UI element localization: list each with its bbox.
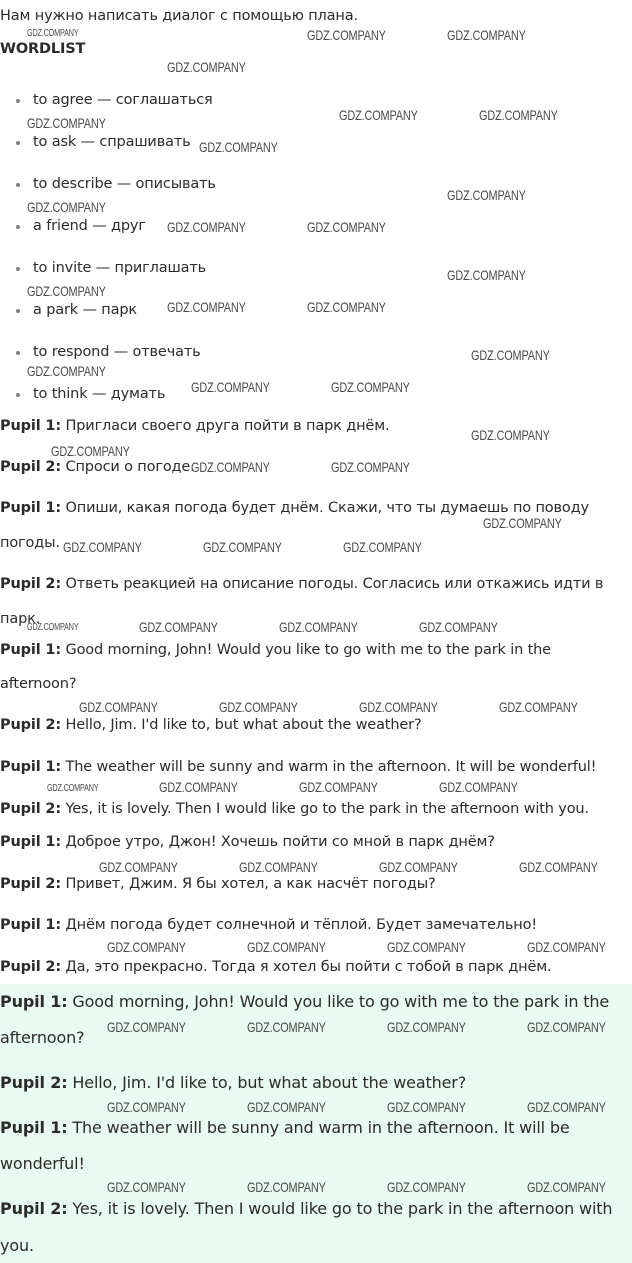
dialogue-text: Yes, it is lovely. Then I would like go to the park in the afternoon with you.: [65, 801, 589, 817]
watermark-text: GDZ.COMPANY: [107, 1099, 186, 1115]
watermark-text: GDZ.COMPANY: [447, 187, 526, 203]
watermark-text: GDZ.COMPANY: [139, 619, 218, 635]
watermark-text: GDZ.COMPANY: [191, 379, 270, 395]
plan-line: [0, 416, 389, 436]
speaker-label: Pupil 1:: [0, 418, 62, 434]
dialogue-en-line: [0, 640, 551, 660]
wordlist-item: to agree — соглашаться: [33, 92, 213, 108]
watermark-text: GDZ.COMPANY: [447, 267, 526, 283]
dialogue-ru-line: [0, 874, 436, 894]
bullet-dot: [16, 309, 20, 313]
watermark-text: GDZ.COMPANY: [279, 619, 358, 635]
watermark-text: GDZ.COMPANY: [107, 939, 186, 955]
watermark-text: GDZ.COMPANY: [439, 779, 518, 795]
watermark-text: GDZ.COMPANY: [191, 459, 270, 475]
watermark-text: GDZ.COMPANY: [307, 27, 386, 43]
speaker-label: Pupil 2:: [0, 459, 62, 475]
answer-line: [0, 1027, 84, 1049]
dialogue-text: you.: [0, 1236, 34, 1255]
speaker-label: Pupil 2:: [0, 801, 62, 817]
dialogue-ru-line: [0, 915, 537, 935]
speaker-label: Pupil 1:: [0, 834, 62, 850]
bullet-dot: [16, 99, 20, 103]
watermark-text: GDZ.COMPANY: [167, 59, 246, 75]
dialogue-text: Hello, Jim. I'd like to, but what about the weather?: [72, 1073, 467, 1092]
watermark-text: GDZ.COMPANY: [339, 107, 418, 123]
watermark-text: GDZ.COMPANY: [299, 779, 378, 795]
watermark-text: GDZ.COMPANY: [107, 1019, 186, 1035]
speaker-label: Pupil 2:: [0, 1199, 68, 1218]
wordlist-item: to respond — отвечать: [33, 344, 201, 360]
bullet-dot: [16, 351, 20, 355]
watermark-text: GDZ.COMPANY: [471, 347, 550, 363]
speaker-label: Pupil 2:: [0, 1073, 68, 1092]
watermark-text: GDZ.COMPANY: [199, 139, 278, 155]
wordlist-item: to invite — приглашать: [33, 260, 207, 276]
dialogue-text: Пригласи своего друга пойти в парк днём.: [65, 418, 390, 434]
dialogue-en-line: [0, 674, 76, 694]
watermark-text: GDZ.COMPANY: [167, 219, 246, 235]
watermark-text: GDZ.COMPANY: [331, 459, 410, 475]
watermark-text: GDZ.COMPANY: [499, 699, 578, 715]
dialogue-text: afternoon?: [0, 1028, 85, 1047]
plan-line: [0, 609, 40, 629]
watermark-text: GDZ.COMPANY: [387, 1019, 466, 1035]
dialogue-ru-line: [0, 832, 495, 852]
dialogue-en-line: [0, 799, 589, 819]
watermark-text: GDZ.COMPANY: [527, 1019, 606, 1035]
plan-line: [0, 574, 603, 594]
watermark-text: GDZ.COMPANY: [27, 363, 106, 379]
watermark-text: GDZ.COMPANY: [99, 859, 178, 875]
answer-line: [0, 1072, 466, 1094]
dialogue-text: Спроси о погоде.: [65, 459, 195, 475]
dialogue-text: погоды.: [0, 535, 60, 551]
speaker-label: Pupil 1:: [0, 500, 62, 516]
dialogue-text: Доброе утро, Джон! Хочешь пойти со мной в парк днём?: [65, 834, 495, 850]
watermark-text: GDZ.COMPANY: [479, 107, 558, 123]
watermark-text: GDZ.COMPANY: [79, 699, 158, 715]
answer-line: [0, 1153, 85, 1175]
watermark-text: GDZ.COMPANY: [27, 28, 79, 39]
wordlist-heading: WORDLIST: [0, 41, 86, 57]
plan-line: [0, 457, 195, 477]
watermark-text: GDZ.COMPANY: [307, 299, 386, 315]
watermark-text: GDZ.COMPANY: [519, 859, 598, 875]
watermark-text: GDZ.COMPANY: [247, 1099, 326, 1115]
watermark-text: GDZ.COMPANY: [159, 779, 238, 795]
watermark-text: GDZ.COMPANY: [447, 27, 526, 43]
speaker-label: Pupil 1:: [0, 759, 62, 775]
watermark-text: GDZ.COMPANY: [307, 219, 386, 235]
wordlist-item: to describe — описывать: [33, 176, 216, 192]
watermark-text: GDZ.COMPANY: [527, 1099, 606, 1115]
dialogue-text: Good morning, John! Would you like to go with me to the park in the: [72, 992, 610, 1011]
watermark-text: GDZ.COMPANY: [527, 1179, 606, 1195]
watermark-text: GDZ.COMPANY: [527, 939, 606, 955]
watermark-text: GDZ.COMPANY: [247, 939, 326, 955]
watermark-text: GDZ.COMPANY: [47, 783, 99, 794]
watermark-text: GDZ.COMPANY: [203, 539, 282, 555]
dialogue-text: Hello, Jim. I'd like to, but what about the weather?: [65, 717, 422, 733]
watermark-text: GDZ.COMPANY: [387, 1099, 466, 1115]
watermark-text: GDZ.COMPANY: [239, 859, 318, 875]
watermark-text: GDZ.COMPANY: [167, 299, 246, 315]
watermark-text: GDZ.COMPANY: [387, 939, 466, 955]
watermark-text: GDZ.COMPANY: [247, 1179, 326, 1195]
speaker-label: Pupil 2:: [0, 876, 62, 892]
bullet-dot: [16, 393, 20, 397]
wordlist-item: a friend — друг: [33, 218, 146, 234]
bullet-dot: [16, 183, 20, 187]
bullet-dot: [16, 225, 20, 229]
answer-line: [0, 1117, 570, 1139]
watermark-text: GDZ.COMPANY: [379, 859, 458, 875]
watermark-text: GDZ.COMPANY: [387, 1179, 466, 1195]
speaker-label: Pupil 1:: [0, 992, 68, 1011]
watermark-text: GDZ.COMPANY: [63, 539, 142, 555]
plan-line: [0, 498, 589, 518]
dialogue-text: The weather will be sunny and warm in the afternoon. It will be wonderful!: [65, 759, 597, 775]
speaker-label: Pupil 2:: [0, 717, 62, 733]
dialogue-en-line: [0, 757, 596, 777]
speaker-label: Pupil 1:: [0, 1118, 68, 1137]
wordlist-item: a park — парк: [33, 302, 138, 318]
dialogue-text: wonderful!: [0, 1154, 85, 1173]
watermark-text: GDZ.COMPANY: [27, 622, 79, 633]
watermark-text: GDZ.COMPANY: [219, 699, 298, 715]
dialogue-text: Ответь реакцией на описание погоды. Согласись или откажись идти в: [65, 576, 604, 592]
answer-line: [0, 1235, 34, 1257]
watermark-text: GDZ.COMPANY: [331, 379, 410, 395]
answer-line: [0, 1198, 612, 1220]
answer-line: [0, 991, 609, 1013]
watermark-text: GDZ.COMPANY: [359, 699, 438, 715]
dialogue-text: Привет, Джим. Я бы хотел, а как насчёт погоды?: [65, 876, 436, 892]
wordlist-item: to ask — спрашивать: [33, 134, 191, 150]
dialogue-text: Да, это прекрасно. Тогда я хотел бы пойти с тобой в парк днём.: [65, 959, 552, 975]
dialogue-ru-line: [0, 957, 551, 977]
watermark-text: GDZ.COMPANY: [343, 539, 422, 555]
dialogue-text: парк.: [0, 611, 41, 627]
bullet-dot: [16, 267, 20, 271]
watermark-text: GDZ.COMPANY: [27, 283, 106, 299]
watermark-text: GDZ.COMPANY: [471, 427, 550, 443]
watermark-text: GDZ.COMPANY: [419, 619, 498, 635]
plan-line: [0, 533, 60, 553]
watermark-text: GDZ.COMPANY: [107, 1179, 186, 1195]
watermark-text: GDZ.COMPANY: [27, 115, 106, 131]
dialogue-en-line: [0, 715, 422, 735]
dialogue-text: afternoon?: [0, 676, 77, 692]
bullet-dot: [16, 141, 20, 145]
wordlist-item: to think — думать: [33, 386, 166, 402]
intro-text: Нам нужно написать диалог с помощью плана.: [0, 8, 358, 24]
dialogue-text: Днём погода будет солнечной и тёплой. Будет замечательно!: [65, 917, 538, 933]
speaker-label: Pupil 1:: [0, 642, 62, 658]
speaker-label: Pupil 1:: [0, 917, 62, 933]
watermark-text: GDZ.COMPANY: [247, 1019, 326, 1035]
speaker-label: Pupil 2:: [0, 959, 62, 975]
dialogue-text: Yes, it is lovely. Then I would like go to the park in the afternoon with: [72, 1199, 613, 1218]
speaker-label: Pupil 2:: [0, 576, 62, 592]
dialogue-text: The weather will be sunny and warm in the afternoon. It will be: [72, 1118, 570, 1137]
watermark-text: GDZ.COMPANY: [27, 199, 106, 215]
dialogue-text: Good morning, John! Would you like to go with me to the park in the: [65, 642, 551, 658]
watermark-text: GDZ.COMPANY: [483, 515, 562, 531]
dialogue-text: Опиши, какая погода будет днём. Скажи, что ты думаешь по поводу: [65, 500, 589, 516]
watermark-text: GDZ.COMPANY: [51, 443, 130, 459]
